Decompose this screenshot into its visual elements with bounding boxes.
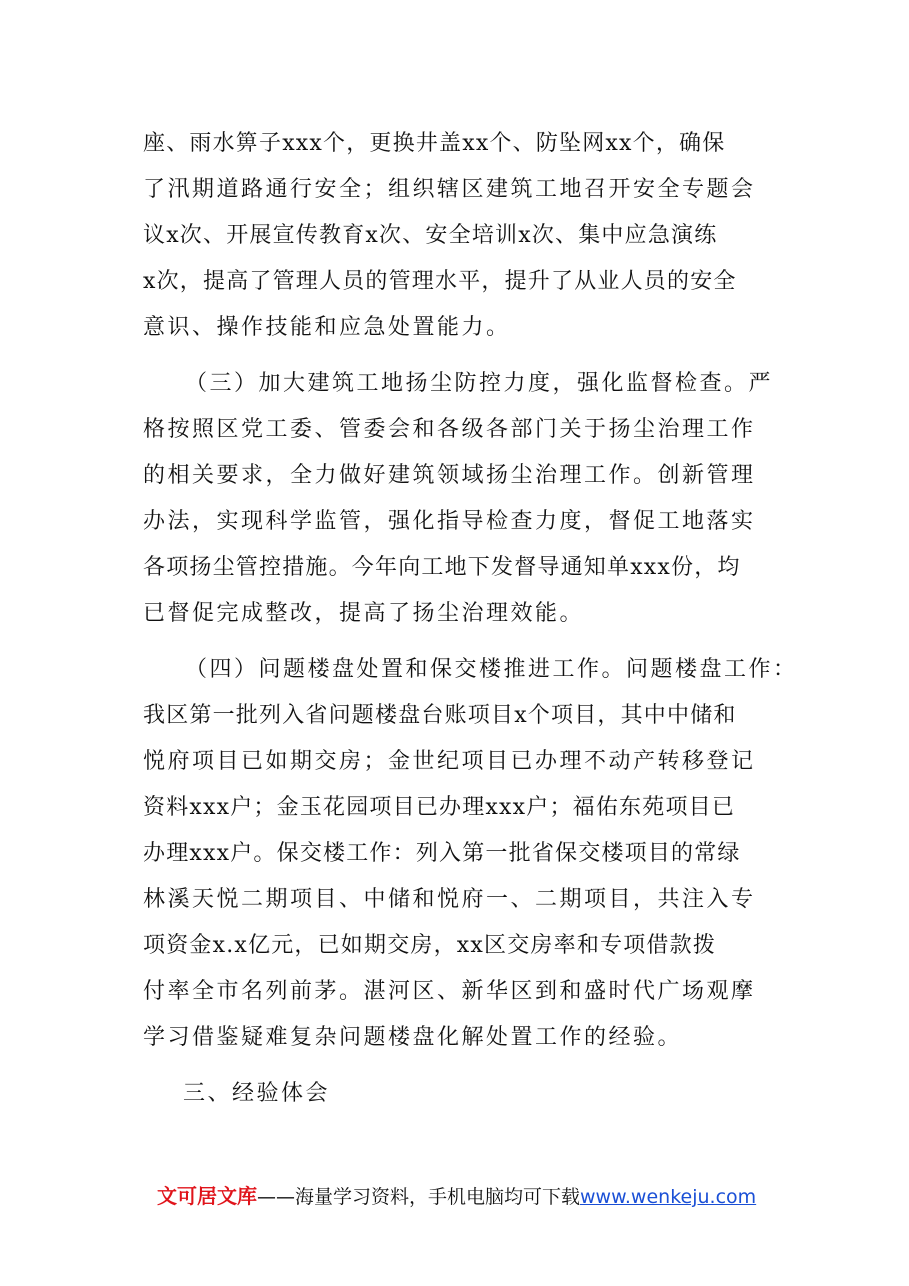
text-line: 资料xxx户；金玉花园项目已办理xxx户；福佑东苑项目已 <box>143 795 736 820</box>
text-line: 的相关要求，全力做好建筑领域扬尘治理工作。创新管理 <box>143 463 756 488</box>
text-line: 学习借鉴疑难复杂问题楼盘化解处置工作的经验。 <box>143 1025 683 1050</box>
text-line: x次，提高了管理人员的管理水平，提升了从业人员的安全 <box>143 269 737 294</box>
text-line: 了汛期道路通行安全；组织辖区建筑工地召开安全专题会 <box>143 177 756 202</box>
text-line: 林溪天悦二期项目、中储和悦府一、二期项目，共注入专 <box>143 887 756 912</box>
footer-slogan: ——海量学习资料，手机电脑均可下载 <box>257 1186 581 1208</box>
brand-name: 文可居文库 <box>157 1184 257 1208</box>
website-link[interactable]: www.wenkeju.com <box>580 1186 757 1208</box>
paragraph-heading-3: （三）加大建筑工地扬尘防控力度，强化监督检查。严 <box>185 371 774 396</box>
text-line: 座、雨水箅子xxx个，更换井盖xx个、防坠网xx个，确保 <box>143 131 726 156</box>
text-line: 办法，实现科学监管，强化指导检查力度，督促工地落实 <box>143 509 756 534</box>
text-line: 意识、操作技能和应急处置能力。 <box>143 315 511 340</box>
text-line: 格按照区党工委、管委会和各级各部门关于扬尘治理工作 <box>143 417 756 442</box>
text-line: 项资金x.x亿元，已如期交房，xx区交房率和专项借款拨 <box>143 933 717 958</box>
text-line: 各项扬尘管控措施。今年向工地下发督导通知单xxx份，均 <box>143 555 741 580</box>
text-line: 付率全市名列前茅。湛河区、新华区到和盛时代广场观摩 <box>143 979 756 1004</box>
text-line: 议x次、开展宣传教育x次、安全培训x次、集中应急演练 <box>143 223 718 248</box>
text-line: 已督促完成整改，提高了扬尘治理效能。 <box>143 601 585 626</box>
section-heading: 三、经验体会 <box>183 1081 331 1106</box>
text-line: 办理xxx户。保交楼工作：列入第一批省保交楼项目的常绿 <box>143 841 741 866</box>
text-line: 悦府项目已如期交房；金世纪项目已办理不动产转移登记 <box>143 749 756 774</box>
paragraph-heading-4: （四）问题楼盘处置和保交楼推进工作。问题楼盘工作： <box>185 657 798 682</box>
text-line: 我区第一批列入省问题楼盘台账项目x个项目，其中中储和 <box>143 703 737 728</box>
footer-banner <box>157 1180 756 1212</box>
